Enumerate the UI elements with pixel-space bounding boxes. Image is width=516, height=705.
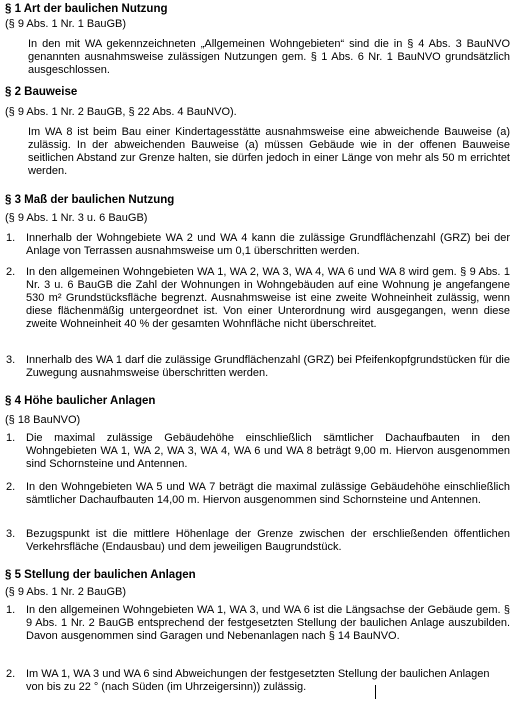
section-3-heading: § 3 Maß der baulichen Nutzung: [5, 194, 175, 206]
section-4-reference: (§ 18 BauNVO): [5, 414, 81, 426]
item-number: 2.: [6, 481, 16, 493]
section-1-reference: (§ 9 Abs. 1 Nr. 1 BauGB): [5, 18, 127, 30]
item-number: 2.: [6, 668, 16, 680]
item-number: 3.: [6, 528, 16, 540]
item-text: In den Wohngebieten WA 5 und WA 7 beträgt die maximal zulässige Gebäudehöhe einschließlich sämtlicher Dachaufbauten 14,00 m. Hiervon ausgenommen sind Schornsteine und Antennen.: [26, 481, 510, 506]
section-4-heading: § 4 Höhe baulicher Anlagen: [5, 395, 156, 407]
section-3-reference: (§ 9 Abs. 1 Nr. 3 u. 6 BauGB): [5, 212, 148, 224]
item-text: Im WA 1, WA 3 und WA 6 sind Abweichungen der festgesetzten Stellung der baulichen Anlagen von bis zu 22 ° (nach Süden (im Uhrzeigersinn)) zulässig.: [26, 668, 490, 693]
item-text: Bezugspunkt ist die mittlere Höhenlage der Grenze zwischen der erschließenden öffentlichen Verkehrsfläche (Endausbau) und dem jeweiligen Baugrundstück.: [26, 528, 510, 553]
item-text: In den allgemeinen Wohngebieten WA 1, WA 2, WA 3, WA 4, WA 6 und WA 8 wird gem. § 9 Abs. 1 Nr. 3 u. 6 BauGB die Zahl der Wohnungen in Wohngebäuden auf eine Wohnung je angefangene 530 m² Grundstücksfläche begrenzt. Ausnahmsweise ist eine zweite Wohneinheit zulässig, wenn diese flächenmäßig untergeordnet ist. Von einer Unterordnung wird ausgegangen, wenn diese zweite Wohneinheit 40 % der gesamten Wohnfläche nicht überschreitet.: [26, 266, 510, 330]
item-number: 1.: [6, 604, 16, 616]
item-text: Innerhalb der Wohngebiete WA 2 und WA 4 kann die zulässige Grundflächenzahl (GRZ) bei der Anlage von Terrassen ausnahmsweise um 0,1 überschritten werden.: [26, 232, 510, 257]
item-number: 1.: [6, 432, 16, 444]
section-5-reference: (§ 9 Abs. 1 Nr. 2 BauGB): [5, 586, 127, 598]
section-2-paragraph: Im WA 8 ist beim Bau einer Kindertagesstätte ausnahmsweise eine abweichende Bauweise (a) zulässig. In der abweichenden Bauweise (a) müssen Gebäude wie in der offenen Bauweise seitlichen Abstand zur Grenze halten, sie dürfen jedoch in einer Länge von mehr als 50 m errichtet werden.: [28, 126, 510, 177]
item-text: Innerhalb des WA 1 darf die zulässige Grundflächenzahl (GRZ) bei Pfeifenkopfgrundstücken für die Zuwegung ausnahmsweise überschritten werden.: [26, 354, 510, 379]
item-text: In den allgemeinen Wohngebieten WA 1, WA 3, und WA 6 ist die Längsachse der Gebäude gem. § 9 Abs. 1 Nr. 2 BauGB entsprechend der festgesetzten Stellung der baulichen Anlage auszubilden. Davon ausgenommen sind Garagen und Nebenanlagen nach § 14 BauNVO.: [26, 604, 510, 642]
section-1-heading: § 1 Art der baulichen Nutzung: [5, 3, 168, 15]
item-number: 1.: [6, 232, 16, 244]
item-number: 3.: [6, 354, 16, 366]
section-2-reference: (§ 9 Abs. 1 Nr. 2 BauGB, § 22 Abs. 4 BauNVO).: [5, 106, 237, 118]
section-2-heading: § 2 Bauweise: [5, 86, 78, 98]
text-cursor: [375, 685, 376, 699]
section-1-paragraph: In den mit WA gekennzeichneten „Allgemeinen Wohngebieten“ sind die in § 4 Abs. 3 BauNVO genannten ausnahmsweise zulässigen Nutzungen gem. § 1 Abs. 6 Nr. 1 BauNVO grundsätzlich ausgeschlossen.: [28, 38, 510, 76]
section-5-heading: § 5 Stellung der baulichen Anlagen: [5, 569, 196, 581]
item-text: Die maximal zulässige Gebäudehöhe einschließlich sämtlicher Dachaufbauten in den Wohngebieten WA 1, WA 2, WA 3, WA 4, WA 6 und WA 8 beträgt 9,00 m. Hiervon ausgenommen sind Schornsteine und Antennen.: [26, 432, 510, 470]
item-number: 2.: [6, 266, 16, 278]
